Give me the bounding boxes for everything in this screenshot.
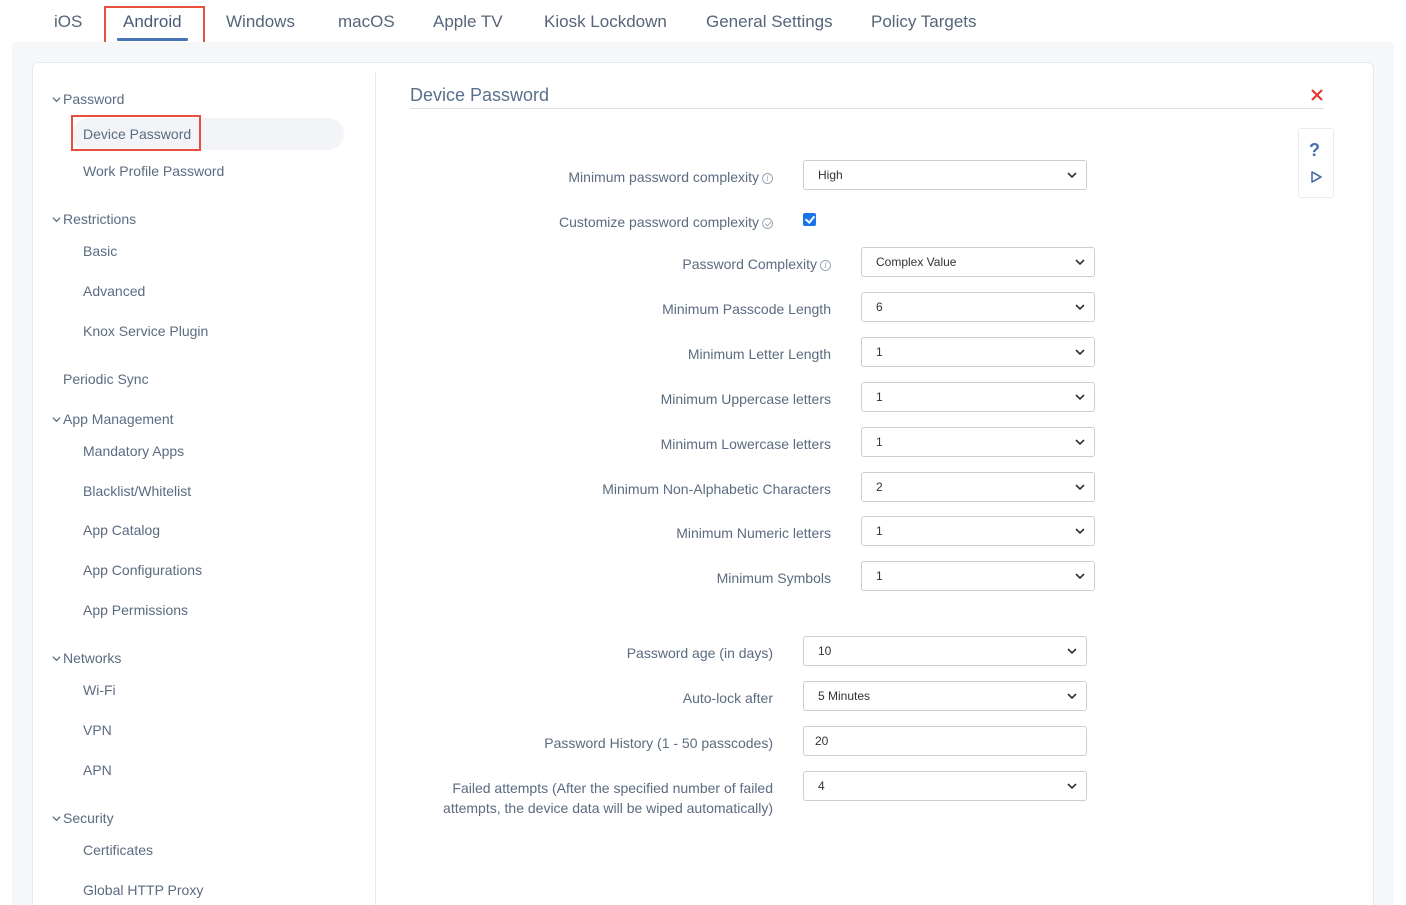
sidebar-item-global-http-proxy[interactable]: Global HTTP Proxy <box>83 882 204 898</box>
chevron-down-icon <box>1067 171 1077 179</box>
password-complexity-select[interactable] <box>861 247 1095 277</box>
sidebar-item-app-permissions[interactable]: App Permissions <box>83 602 189 618</box>
select-value: 1 <box>876 345 883 359</box>
tab-general-settings[interactable]: General Settings <box>706 12 833 31</box>
info-icon[interactable]: i <box>762 173 773 184</box>
select-value: 6 <box>876 300 883 314</box>
android-tab-highlight <box>104 6 205 46</box>
password-history-input[interactable] <box>803 726 1087 756</box>
chevron-down-icon <box>52 654 61 663</box>
password-age-select[interactable] <box>803 636 1087 666</box>
sidebar-group-label: App Management <box>63 411 174 427</box>
sidebar-group-label: Networks <box>63 650 122 666</box>
min-passcode-length-select[interactable] <box>861 292 1095 322</box>
close-icon[interactable] <box>1308 86 1326 104</box>
auto-lock-select[interactable] <box>803 681 1087 711</box>
platform-tabs <box>0 0 1406 46</box>
verified-icon <box>762 218 773 229</box>
sidebar-item-knox-service-plugin[interactable]: Knox Service Plugin <box>83 323 209 339</box>
min-symbols-select[interactable] <box>861 561 1095 591</box>
min-symbols-label: Minimum Symbols <box>716 570 831 586</box>
password-complexity-label <box>682 256 831 272</box>
tab-apple-tv[interactable]: Apple TV <box>433 12 503 31</box>
sidebar-item-app-configurations[interactable]: App Configurations <box>83 562 203 578</box>
label-text: Password Complexity <box>682 256 817 272</box>
tab-android-label: Android <box>123 12 182 31</box>
sidebar-item-periodic-sync[interactable] <box>63 371 149 387</box>
chevron-down-icon <box>52 814 61 823</box>
min-non-alpha-select[interactable] <box>861 472 1095 502</box>
sidebar-group-label: Restrictions <box>63 211 137 227</box>
failed-attempts-label-line2: attempts, the device data will be wiped automatically) <box>443 800 773 816</box>
select-value: Complex Value <box>876 255 957 269</box>
min-uppercase-select[interactable] <box>861 382 1095 412</box>
min-numeric-select[interactable] <box>861 516 1095 546</box>
min-passcode-length-label: Minimum Passcode Length <box>662 301 831 317</box>
sidebar-group-label: Periodic Sync <box>63 371 149 387</box>
help-panel <box>1298 128 1334 198</box>
min-lowercase-select[interactable] <box>861 427 1095 457</box>
min-letter-length-select[interactable] <box>861 337 1095 367</box>
select-value: 5 Minutes <box>818 689 871 703</box>
chevron-down-icon <box>1075 572 1085 580</box>
select-value: 4 <box>818 779 825 793</box>
input-value: 20 <box>815 734 829 748</box>
sidebar-group-label: Password <box>63 91 125 107</box>
min-complexity-label <box>568 169 773 185</box>
chevron-down-icon <box>1075 393 1085 401</box>
chevron-down-icon <box>1067 692 1077 700</box>
title-divider <box>410 108 1324 109</box>
select-value: 10 <box>818 644 832 658</box>
info-icon[interactable]: i <box>820 260 831 271</box>
play-tour-icon[interactable] <box>1309 170 1323 184</box>
min-lowercase-label: Minimum Lowercase letters <box>660 436 831 452</box>
sidebar-item-work-profile-password[interactable]: Work Profile Password <box>83 163 225 179</box>
select-value: 2 <box>876 480 883 494</box>
tab-policy-targets[interactable]: Policy Targets <box>871 12 977 31</box>
sidebar-group-restrictions[interactable] <box>52 211 136 227</box>
chevron-down-icon <box>52 215 61 224</box>
help-icon[interactable]: ? <box>1309 140 1320 160</box>
password-age-label: Password age (in days) <box>626 645 773 661</box>
select-value: 1 <box>876 524 883 538</box>
sidebar-item-advanced[interactable]: Advanced <box>83 283 146 299</box>
chevron-down-icon <box>1067 647 1077 655</box>
failed-attempts-label-line1: Failed attempts (After the specified number of failed <box>452 780 773 796</box>
sidebar-group-security[interactable] <box>52 810 114 826</box>
min-uppercase-label: Minimum Uppercase letters <box>660 391 831 407</box>
sidebar-item-apn[interactable]: APN <box>83 762 112 778</box>
chevron-down-icon <box>1067 782 1077 790</box>
select-value: 1 <box>876 569 883 583</box>
chevron-down-icon <box>52 95 61 104</box>
sidebar-item-device-password[interactable]: Device Password <box>83 126 192 142</box>
sidebar-item-basic[interactable]: Basic <box>83 243 118 259</box>
chevron-down-icon <box>1075 483 1085 491</box>
chevron-down-icon <box>1075 348 1085 356</box>
sidebar-item-vpn[interactable]: VPN <box>83 722 112 738</box>
customize-complexity-label <box>559 214 773 230</box>
sidebar-item-app-catalog[interactable]: App Catalog <box>83 522 161 538</box>
min-complexity-select[interactable] <box>803 160 1087 190</box>
sidebar-item-certificates[interactable]: Certificates <box>83 842 154 858</box>
sidebar-item-blacklist-whitelist[interactable]: Blacklist/Whitelist <box>83 483 192 499</box>
device-password-highlight <box>71 115 201 151</box>
failed-attempts-label <box>443 778 773 818</box>
select-value: 1 <box>876 390 883 404</box>
select-value: 1 <box>876 435 883 449</box>
sidebar-item-mandatory-apps[interactable]: Mandatory Apps <box>83 443 185 459</box>
page-title: Device Password <box>410 85 550 105</box>
chevron-down-icon <box>1075 438 1085 446</box>
sidebar-group-networks[interactable] <box>52 650 121 666</box>
sidebar-group-app-management[interactable] <box>52 411 174 427</box>
label-text: Customize password complexity <box>559 214 759 230</box>
sidebar-divider <box>375 72 376 905</box>
tab-windows[interactable]: Windows <box>226 12 295 31</box>
sidebar-item-wifi[interactable]: Wi-Fi <box>83 682 116 698</box>
tab-macos[interactable]: macOS <box>338 12 395 31</box>
tab-ios[interactable]: iOS <box>54 12 83 31</box>
label-text: Minimum password complexity <box>568 169 759 185</box>
chevron-down-icon <box>1075 258 1085 266</box>
chevron-down-icon <box>52 415 61 424</box>
select-value: High <box>818 168 843 182</box>
auto-lock-label: Auto-lock after <box>682 690 773 706</box>
chevron-down-icon <box>1075 527 1085 535</box>
customize-complexity-checkbox[interactable] <box>803 213 816 226</box>
min-letter-length-label: Minimum Letter Length <box>687 346 831 362</box>
sidebar-group-password[interactable] <box>52 91 124 107</box>
chevron-down-icon <box>1075 303 1085 311</box>
min-numeric-label: Minimum Numeric letters <box>676 525 831 541</box>
tab-kiosk-lockdown[interactable]: Kiosk Lockdown <box>544 12 667 31</box>
sidebar-group-label: Security <box>63 810 114 826</box>
min-non-alpha-label: Minimum Non-Alphabetic Characters <box>602 481 831 497</box>
failed-attempts-select[interactable] <box>803 771 1087 801</box>
password-history-label: Password History (1 - 50 passcodes) <box>544 735 773 751</box>
